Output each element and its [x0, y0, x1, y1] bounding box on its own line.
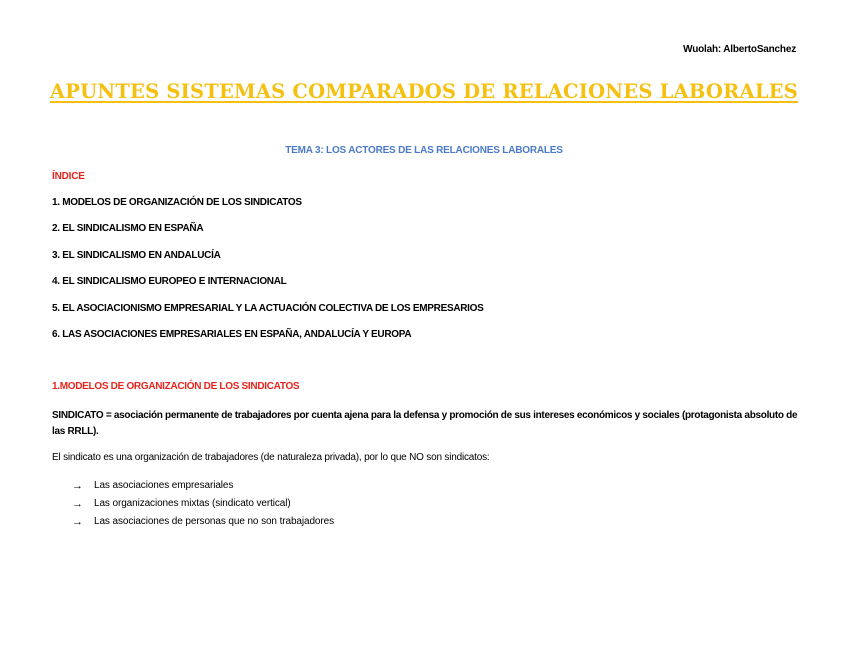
list-item — [72, 477, 334, 495]
body-paragraph: El sindicato es una organización de trabajadores (de naturaleza privada), por lo que NO son sindicatos: — [52, 452, 490, 463]
toc-item: 1. MODELOS DE ORGANIZACIÓN DE LOS SINDICATOS — [52, 197, 302, 208]
definition-paragraph — [52, 408, 800, 440]
definition-text: = asociación permanente de trabajadores por cuenta ajena para la defensa y promoción de sus intereses económicos y sociales (protagonista absoluto de las RRLL). — [52, 410, 798, 437]
toc-item: 2. EL SINDICALISMO EN ESPAÑA — [52, 223, 204, 235]
author-credit: Wuolah: AlbertoSanchez — [683, 44, 796, 55]
list-item — [72, 495, 334, 513]
section-heading: 1.MODELOS DE ORGANIZACIÓN DE LOS SINDICATOS — [52, 381, 300, 392]
right-arrow-icon: → — [72, 516, 83, 528]
topic-heading: TEMA 3: LOS ACTORES DE LAS RELACIONES LABORALES — [285, 145, 563, 156]
right-arrow-icon: → — [72, 480, 83, 492]
toc-item: 6. LAS ASOCIACIONES EMPRESARIALES EN ESPAÑA, ANDALUCÍA Y EUROPA — [52, 328, 412, 340]
definition-term: SINDICATO — [52, 410, 104, 421]
bullet-list — [72, 477, 334, 531]
right-arrow-icon: → — [72, 498, 83, 510]
toc-item: 5. EL ASOCIACIONISMO EMPRESARIAL Y LA ACTUACIÓN COLECTIVA DE LOS EMPRESARIOS — [52, 302, 484, 314]
list-item — [72, 513, 334, 531]
toc-item: 4. EL SINDICALISMO EUROPEO E INTERNACIONAL — [52, 276, 287, 288]
index-heading: ÍNDICE — [52, 171, 85, 182]
toc-item: 3. EL SINDICALISMO EN ANDALUCÍA — [52, 249, 221, 261]
list-item-text: Las organizaciones mixtas (sindicato vertical) — [94, 498, 291, 509]
list-item-text: Las asociaciones de personas que no son trabajadores — [94, 516, 334, 527]
table-of-contents — [52, 197, 484, 355]
document-title: APUNTES SISTEMAS COMPARADOS DE RELACIONES LABORALES — [49, 80, 799, 103]
list-item-text: Las asociaciones empresariales — [94, 480, 234, 491]
